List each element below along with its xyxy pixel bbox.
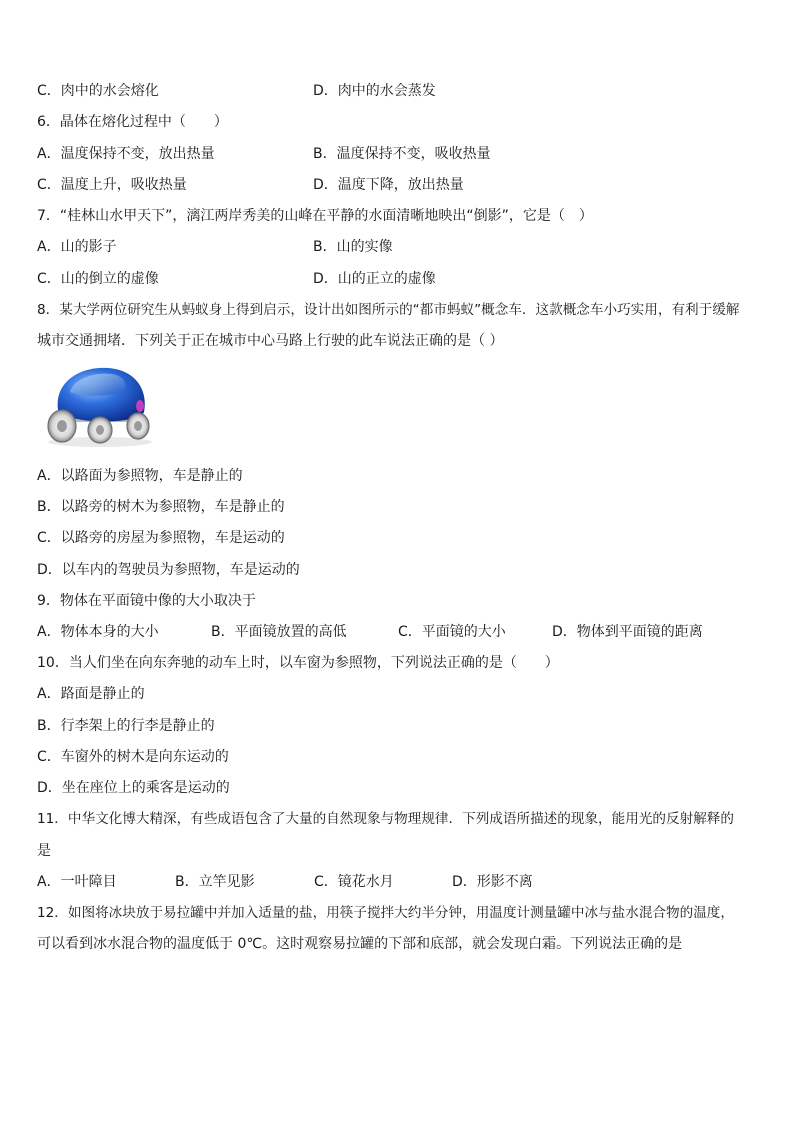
q11-stem-line1: 11．中华文化博大精深，有些成语包含了大量的自然现象与物理规律．下列成语所描述的现象，能用光的反射解释的 — [37, 811, 734, 827]
q11-stem-line2: 是 — [37, 843, 51, 859]
q7-option-a: A．山的影子 — [37, 239, 117, 255]
q12-stem-line1: 12．如图将冰块放于易拉罐中并加入适量的盐，用筷子搅拌大约半分钟，用温度计测量罐中冰与盐水混合物的温度， — [37, 905, 734, 921]
q8-option-c: C．以路旁的房屋为参照物，车是运动的 — [37, 530, 285, 546]
q7-option-c: C．山的倒立的虚像 — [37, 271, 159, 287]
q9-stem: 9．物体在平面镜中像的大小取决于 — [37, 593, 256, 609]
q9-option-a: A．物体本身的大小 — [37, 624, 159, 640]
q11-option-a: A．一叶障目 — [37, 874, 117, 890]
q11-option-b: B．立竿见影 — [175, 874, 255, 890]
q7-stem: 7．“桂林山水甲天下”，漓江两岸秀美的山峰在平静的水面清晰地映出“倒影”，它是（ ） — [37, 208, 593, 224]
q10-option-d: D．坐在座位上的乘客是运动的 — [37, 780, 230, 796]
q8-stem-line1: 8．某大学两位研究生从蚂蚁身上得到启示，设计出如图所示的“都市蚂蚁”概念车．这款概念车小巧实用，有利于缓解 — [37, 302, 740, 318]
q7-option-b: B．山的实像 — [313, 239, 393, 255]
q5-option-d: D．肉中的水会蒸发 — [313, 83, 436, 99]
q9-option-d: D．物体到平面镜的距离 — [552, 624, 703, 640]
q6-option-d: D．温度下降，放出热量 — [313, 177, 464, 193]
q6-option-b: B．温度保持不变，吸收热量 — [313, 146, 491, 162]
q12-stem-line2: 可以看到冰水混合物的温度低于 0℃。这时观察易拉罐的下部和底部，就会发现白霜。下列说法正确的是 — [37, 936, 683, 952]
q7-option-d: D．山的正立的虚像 — [313, 271, 436, 287]
q8-option-d: D．以车内的驾驶员为参照物，车是运动的 — [37, 562, 300, 578]
q8-stem-line2: 城市交通拥堵．下列关于正在城市中心马路上行驶的此车说法正确的是（ ） — [37, 333, 504, 349]
q10-option-a: A．路面是静止的 — [37, 686, 145, 702]
q10-option-b: B．行李架上的行李是静止的 — [37, 718, 215, 734]
q9-option-b: B．平面镜放置的高低 — [211, 624, 347, 640]
q10-stem: 10．当人们坐在向东奔驰的动车上时，以车窗为参照物，下列说法正确的是（ ） — [37, 655, 559, 671]
concept-car-image — [40, 362, 158, 448]
q11-option-c: C．镜花水月 — [314, 874, 394, 890]
q8-option-a: A．以路面为参照物，车是静止的 — [37, 468, 243, 484]
q6-option-a: A．温度保持不变，放出热量 — [37, 146, 215, 162]
q11-option-d: D．形影不离 — [452, 874, 533, 890]
q9-option-c: C．平面镜的大小 — [398, 624, 506, 640]
q8-option-b: B．以路旁的树木为参照物，车是静止的 — [37, 499, 285, 515]
q6-stem: 6．晶体在熔化过程中（ ） — [37, 114, 228, 130]
q6-option-c: C．温度上升，吸收热量 — [37, 177, 187, 193]
q10-option-c: C．车窗外的树木是向东运动的 — [37, 749, 229, 765]
q5-option-c: C．肉中的水会熔化 — [37, 83, 159, 99]
